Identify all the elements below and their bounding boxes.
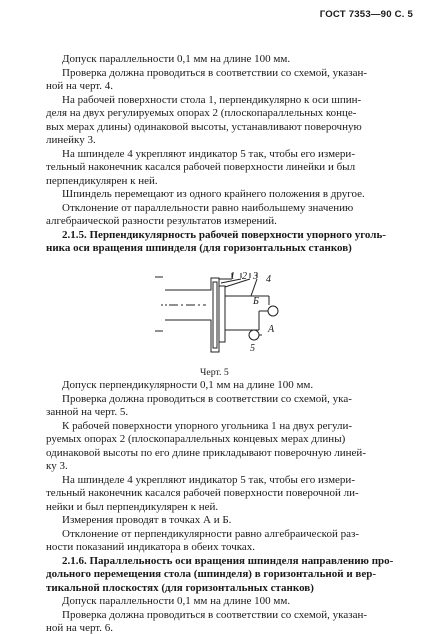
text-line: Допуск параллельности 0,1 мм на длине 100 мм.	[62, 53, 291, 65]
text-line: занной на черт. 5.	[46, 406, 129, 418]
text-line: ной на черт. 6.	[46, 622, 114, 634]
text-line: алгебраической разности результатов измерений.	[46, 215, 277, 227]
figure-label: Б	[253, 296, 259, 307]
text-line: тельный наконечник касался рабочей поверхности линейки и был	[46, 161, 356, 173]
text-line: Шпиндель перемещают из одного крайнего положения в другое.	[62, 188, 365, 200]
text-line: перпендикулярен к ней.	[46, 175, 158, 187]
text-line: ку 3.	[46, 460, 68, 472]
figure-label: 3	[253, 272, 258, 282]
figure-label: 2	[242, 272, 247, 282]
text-line: деля на двух регулируемых опорах 2 (плоскопараллельных конце-	[46, 107, 357, 119]
text-line: тельный наконечник касался рабочей поверхности поверочной ли-	[46, 487, 359, 499]
text-line: К рабочей поверхности упорного угольника 1 на двух регули-	[62, 420, 353, 432]
text-line: ности показаний индикатора в обеих точках.	[46, 541, 256, 553]
figure-diagram	[155, 272, 290, 356]
text-line: нейки и был перпендикулярен к ней.	[46, 501, 219, 513]
text-line: Проверка должна проводиться в соответствии со схемой, указан-	[62, 609, 368, 621]
figure-label: 1	[230, 272, 235, 282]
text-line: Допуск перпендикулярности 0,1 мм на длине 100 мм.	[62, 379, 314, 391]
section-heading: 2.1.6. Параллельность оси вращения шпинделя направлению про-	[62, 555, 394, 567]
section-heading: ника оси вращения шпинделя (для горизонтальных станков)	[46, 242, 352, 254]
text-line: На рабочей поверхности стола 1, перпендикулярно к оси шпин-	[62, 94, 362, 106]
section-heading: тикальной плоскостях (для горизонтальных станков)	[46, 582, 314, 594]
text-line: одинаковой высоты по его длине прикладывают поверочную линей-	[46, 447, 366, 459]
text-line: линейку 3.	[46, 134, 96, 146]
figure-label: 5	[250, 343, 255, 354]
text-line: Проверка должна проводиться в соответствии со схемой, ука-	[62, 393, 352, 405]
text-line: руемых опорах 2 (плоскопараллельных концевых мерах длины)	[46, 433, 346, 445]
text-line: Отклонение от параллельности равно наибольшему значению	[62, 202, 354, 214]
figure-label: 4	[266, 274, 271, 285]
text-line: ной на черт. 4.	[46, 80, 114, 92]
section-heading: 2.1.5. Перпендикулярность рабочей поверхности упорного уголь-	[62, 229, 386, 241]
page-header: ГОСТ 7353—90 С. 5	[319, 9, 413, 20]
text-line: Измерения проводят в точках А и Б.	[62, 514, 232, 526]
figure-caption: Черт. 5	[200, 367, 229, 378]
text-line: Допуск параллельности 0,1 мм на длине 100 мм.	[62, 595, 291, 607]
section-heading: дольного перемещения стола (шпинделя) в горизонтальной и вер-	[46, 568, 377, 580]
text-line: Отклонение от перпендикулярности равно алгебраической раз-	[62, 528, 359, 540]
text-line: Проверка должна проводиться в соответствии со схемой, указан-	[62, 67, 368, 79]
text-line: На шпинделе 4 укрепляют индикатор 5 так, чтобы его измери-	[62, 474, 355, 486]
text-line: На шпинделе 4 укрепляют индикатор 5 так, чтобы его измери-	[62, 148, 355, 160]
text-line: вых мерах длины) одинаковой высоты, устанавливают поверочную	[46, 121, 362, 133]
figure-label: А	[268, 324, 275, 335]
